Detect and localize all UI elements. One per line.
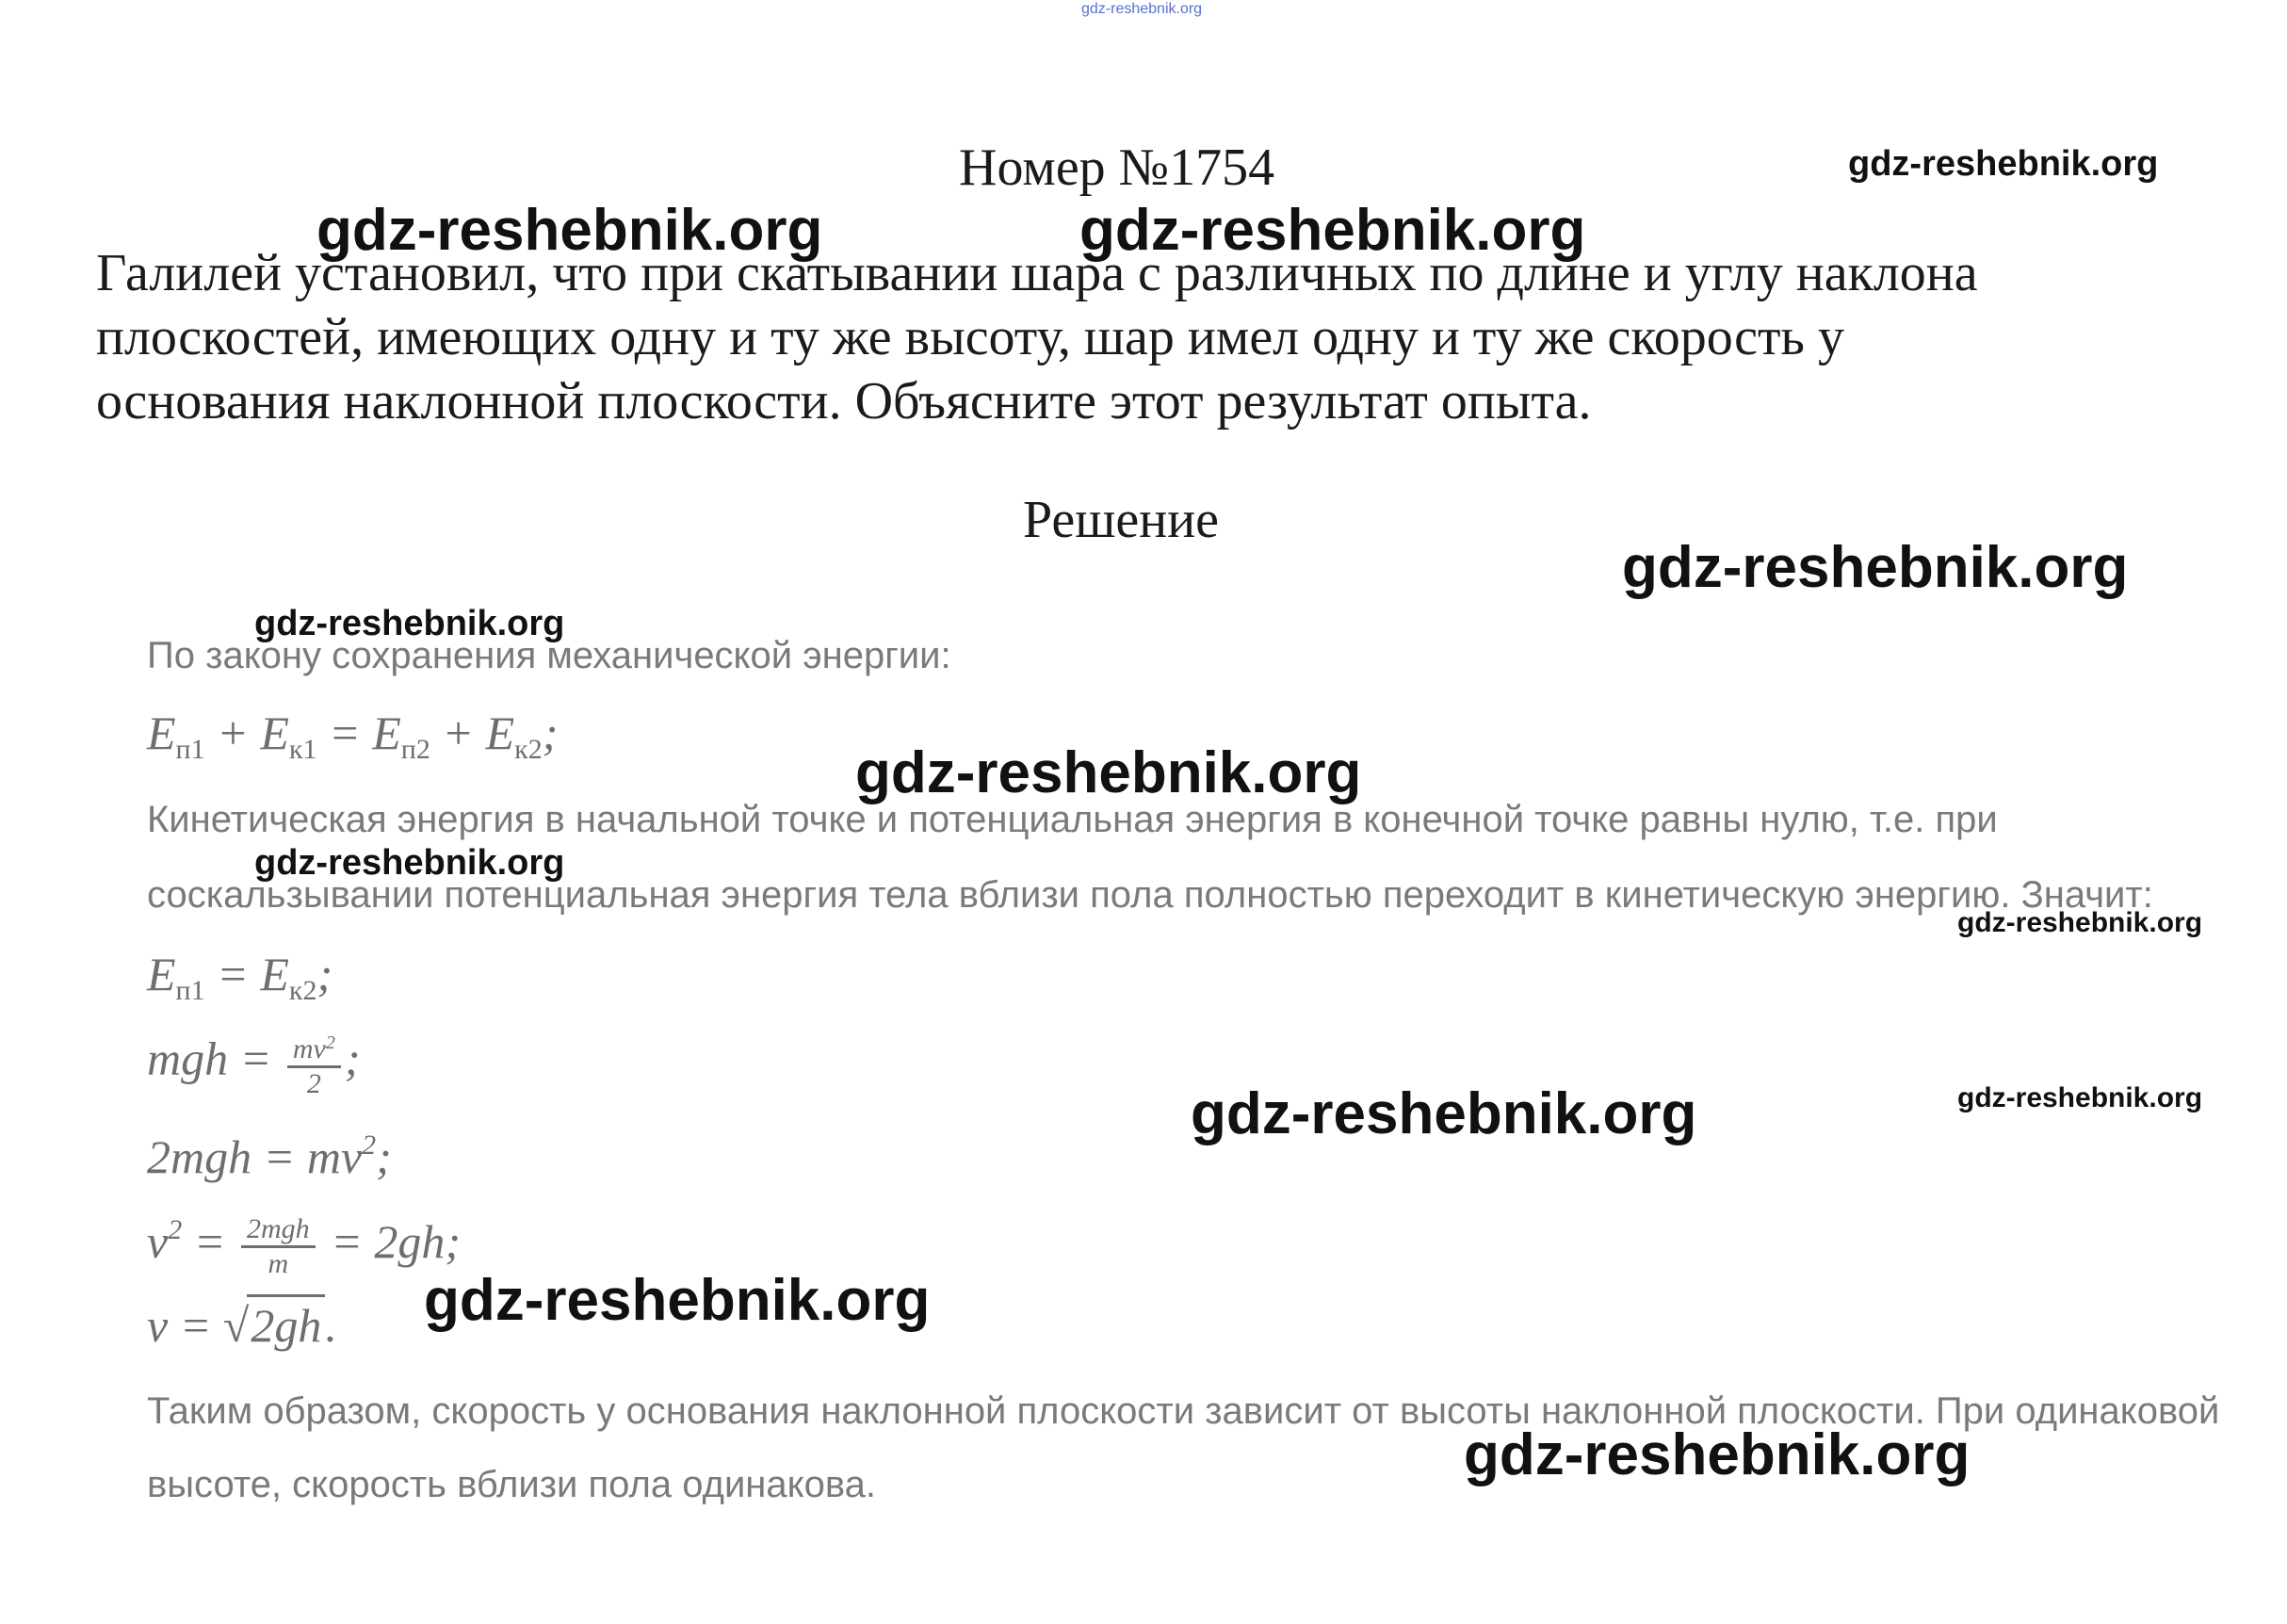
solution-heading: Решение: [1023, 491, 1220, 549]
problem-line: основания наклонной плоскости. Объясните этот результат опыта.: [96, 372, 1592, 430]
top-watermark: gdz-reshebnik.org: [1081, 1, 1203, 17]
watermark: gdz-reshebnik.org: [1848, 144, 2159, 184]
solution-conclusion-2: высоте, скорость вблизи пола одинакова.: [147, 1464, 876, 1505]
watermark: gdz-reshebnik.org: [316, 198, 823, 263]
solution-conclusion-1: Таким образом, скорость у основания наклонной плоскости зависит от высоты наклонной плоскости. При одинаковой: [147, 1390, 2220, 1432]
watermark: gdz-reshebnik.org: [1191, 1081, 1697, 1146]
page-title: Номер №1754: [959, 138, 1275, 197]
problem-line: плоскостей, имеющих одну и ту же высоту, шар имел одну и ту же скорость у: [96, 308, 1844, 366]
watermark: gdz-reshebnik.org: [254, 604, 565, 643]
fraction: $\frac{\text{2mgh}}{m}$: [241, 1213, 316, 1280]
watermark: gdz-reshebnik.org: [1464, 1422, 1971, 1487]
solution-intro: По закону сохранения механической энергии:: [147, 635, 951, 676]
watermark: gdz-reshebnik.org: [1957, 1082, 2203, 1113]
problem-line: Галилей установил, что при скатывании шара с различных по длине и углу наклона: [96, 244, 1978, 302]
watermark: gdz-reshebnik.org: [855, 740, 1362, 805]
watermark: gdz-reshebnik.org: [1079, 198, 1586, 263]
formula-energy-conservation: $E_{п1} + E_{к1} = E_{п2} + E_{к2}$;: [147, 706, 559, 765]
problem-statement: [96, 241, 2244, 433]
formula-v-sqrt: v = √2gh.: [147, 1294, 337, 1354]
fraction: $\frac{mv^2}{2}$: [287, 1027, 341, 1100]
formula-v-squared: $v^2$ = $\frac{\text{2mgh}}{m}$ = 2gh;: [147, 1213, 462, 1280]
formula-mgh: mgh = $\frac{mv^2}{2}$ ;: [147, 1027, 361, 1100]
watermark: gdz-reshebnik.org: [254, 843, 565, 883]
watermark: gdz-reshebnik.org: [1957, 907, 2203, 938]
formula-ep-equals-ek: $E_{п1} = E_{к2}$;: [147, 948, 333, 1006]
solution-paragraph-2: соскальзывании потенциальная энергия тела вблизи пола полностью переходит в кинетическую энергию. Значит:: [147, 874, 2153, 916]
watermark: gdz-reshebnik.org: [424, 1268, 931, 1333]
formula-2mgh: $2mgh = mv^2$;: [147, 1129, 392, 1183]
watermark: gdz-reshebnik.org: [1622, 535, 2129, 600]
sqrt-radicand: 2gh: [247, 1294, 325, 1354]
solution-paragraph-1: Кинетическая энергия в начальной точке и потенциальная энергия в конечной точке равны нулю, т.е. при: [147, 799, 1998, 840]
